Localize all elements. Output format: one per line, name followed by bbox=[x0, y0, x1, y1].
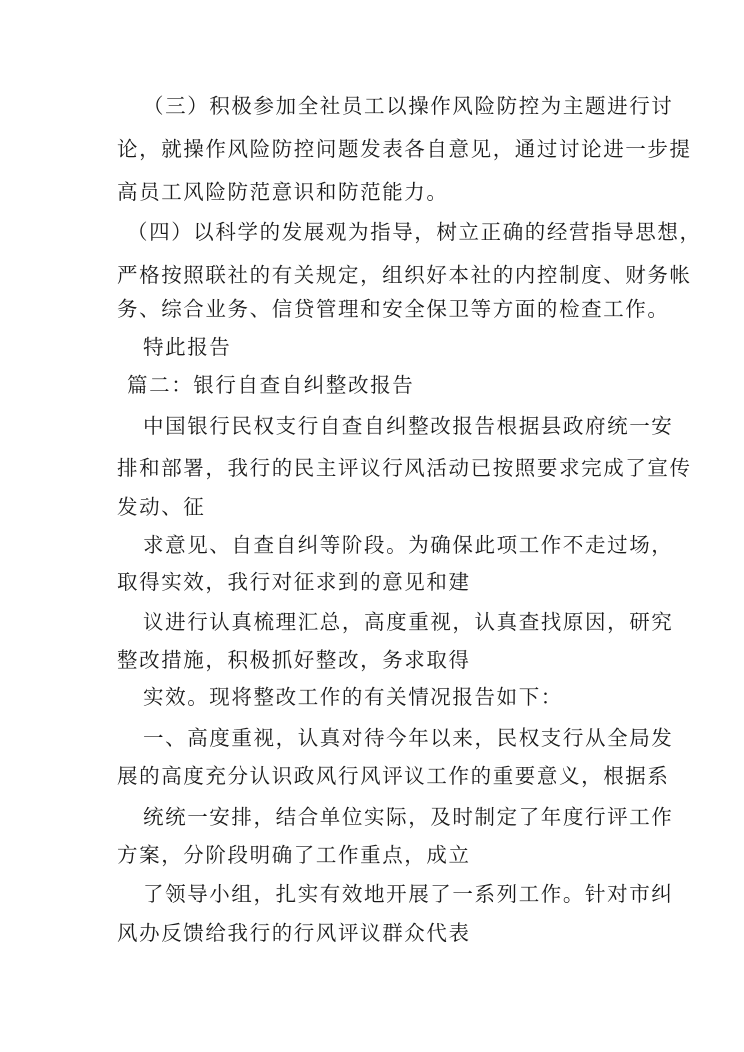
paragraph-line: 展的高度充分认识政风行风评议工作的重要意义，根据系 bbox=[117, 764, 670, 788]
paragraph-line: 务、综合业务、信贷管理和安全保卫等方面的检查工作。 bbox=[117, 297, 670, 321]
paragraph-line: （四）以科学的发展观为指导，树立正确的经营指导思想， bbox=[127, 220, 702, 244]
paragraph-line: 风办反馈给我行的行风评议群众代表 bbox=[117, 921, 471, 945]
paragraph-line: 了领导小组，扎实有效地开展了一系列工作。针对市纠 bbox=[143, 882, 674, 906]
paragraph-line: 严格按照联社的有关规定，组织好本社的内控制度、财务帐 bbox=[117, 263, 692, 287]
paragraph-line: （三）积极参加全社员工以操作风险防控为主题进行讨 bbox=[143, 94, 674, 118]
paragraph-line: 实效。现将整改工作的有关情况报告如下： bbox=[143, 685, 563, 709]
closing-text: 特此报告 bbox=[143, 335, 232, 359]
paragraph-line: 中国银行民权支行自查自纠整改报告根据县政府统一安 bbox=[143, 414, 674, 438]
paragraph-line: 议进行认真梳理汇总，高度重视，认真查找原因，研究 bbox=[143, 610, 674, 634]
paragraph-line: 发动、征 bbox=[117, 495, 206, 519]
paragraph-line: 一、高度重视，认真对待今年以来，民权支行从全局发 bbox=[143, 726, 674, 750]
section-heading: 篇二：银行自查自纠整改报告 bbox=[127, 373, 415, 397]
paragraph-line: 整改措施，积极抓好整改，务求取得 bbox=[117, 648, 471, 672]
paragraph-line: 求意见、自查自纠等阶段。为确保此项工作不走过场， bbox=[143, 533, 674, 557]
paragraph-line: 统统一安排，结合单位实际，及时制定了年度行评工作 bbox=[143, 805, 674, 829]
paragraph-line: 取得实效，我行对征求到的意见和建 bbox=[117, 570, 471, 594]
paragraph-line: 排和部署，我行的民主评议行风活动已按照要求完成了宣传 bbox=[117, 456, 692, 480]
paragraph-line: 论，就操作风险防控问题发表各自意见，通过讨论进一步提 bbox=[117, 137, 692, 161]
paragraph-line: 高员工风险防范意识和防范能力。 bbox=[117, 180, 449, 204]
paragraph-line: 方案，分阶段明确了工作重点，成立 bbox=[117, 843, 471, 867]
